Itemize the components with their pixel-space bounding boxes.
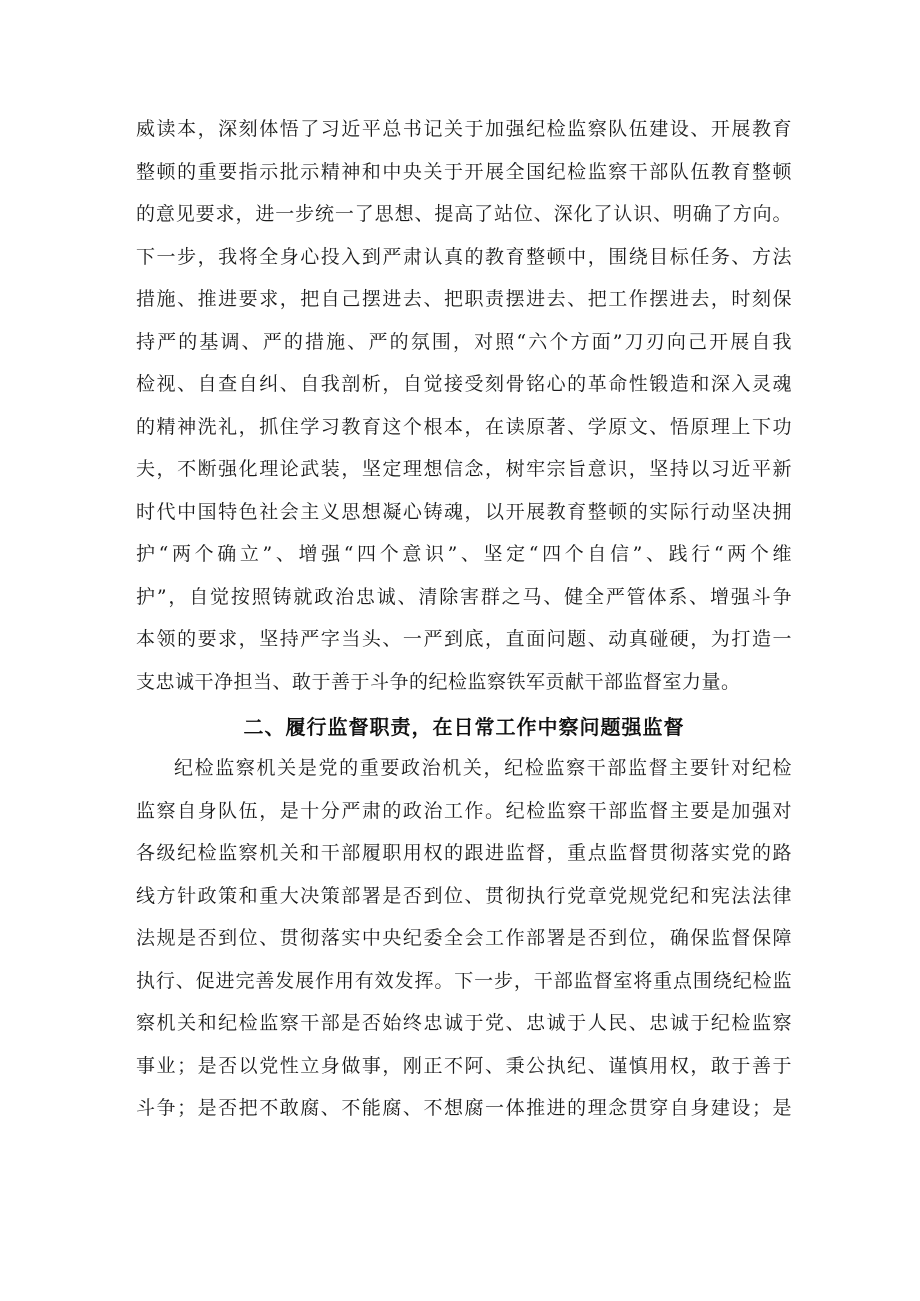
paragraph-1-line: 整顿的重要指示批示精神和中央关于开展全国纪检监察干部队伍教育整顿	[136, 160, 792, 183]
paragraph-1-line: 本领的要求，坚持严字当头、一严到底，直面问题、动真碰硬，为打造一	[136, 628, 792, 650]
paragraph-2-line: 察机关和纪检监察干部是否始终忠诚于党、忠诚于人民、忠诚于纪检监察	[136, 1012, 792, 1034]
paragraph-1-line: 护”，自觉按照铸就政治忠诚、清除害群之马、健全严管体系、增强斗争	[136, 585, 792, 608]
paragraph-1-line: 检视、自查自纠、自我剖析，自觉接受刻骨铭心的革命性锻造和深入灵魂	[136, 373, 792, 395]
paragraph-1-line: 下一步，我将全身心投入到严肃认真的教育整顿中，围绕目标任务、方法	[136, 245, 792, 268]
paragraph-1-line: 时代中国特色社会主义思想凝心铸魂，以开展教育整顿的实际行动坚决拥	[136, 500, 792, 523]
paragraph-1-line: 护“两个确立”、增强“四个意识”、坚定“四个自信”、践行“两个维	[136, 543, 792, 565]
paragraph-2-line: 事业；是否以党性立身做事，刚正不阿、秉公执纪、谨慎用权，敢于善于	[136, 1054, 792, 1077]
paragraph-2-line: 斗争；是否把不敢腐、不能腐、不想腐一体推进的理念贯穿自身建设；是	[136, 1097, 792, 1119]
paragraph-1-line: 的精神洗礼，抓住学习教育这个根本，在读原著、学原文、悟原理上下功	[136, 415, 792, 438]
paragraph-1-line: 威读本，深刻体悟了习近平总书记关于加强纪检监察队伍建设、开展教育	[136, 118, 792, 140]
section-heading: 二、履行监督职责，在日常工作中察问题强监督	[243, 715, 685, 739]
paragraph-2-line: 监察自身队伍，是十分严肃的政治工作。纪检监察干部监督主要是加强对	[136, 799, 792, 822]
paragraph-2-line: 纪检监察机关是党的重要政治机关，纪检监察干部监督主要针对纪检	[174, 757, 792, 779]
paragraph-2-line: 执行、促进完善发展作用有效发挥。下一步，干部监督室将重点围绕纪检监	[136, 969, 792, 992]
paragraph-1-line: 夫，不断强化理论武装，坚定理想信念，树牢宗旨意识，坚持以习近平新	[136, 458, 792, 480]
paragraph-1-line: 支忠诚干净担当、敢于善于斗争的纪检监察铁军贡献干部监督室力量。	[136, 670, 741, 693]
paragraph-2-line: 线方针政策和重大决策部署是否到位、贯彻执行党章党规党纪和宪法法律	[136, 884, 792, 907]
paragraph-1-line: 的意见要求，进一步统一了思想、提高了站位、深化了认识、明确了方向。	[136, 203, 792, 225]
paragraph-1-line: 持严的基调、严的措施、严的氛围，对照“六个方面”刀刃向己开展自我	[136, 330, 792, 353]
paragraph-2-line: 法规是否到位、贯彻落实中央纪委全会工作部署是否到位，确保监督保障	[136, 927, 792, 949]
paragraph-1-line: 措施、推进要求，把自己摆进去、把职责摆进去、把工作摆进去，时刻保	[136, 288, 792, 310]
paragraph-2-line: 各级纪检监察机关和干部履职用权的跟进监督，重点监督贯彻落实党的路	[136, 842, 792, 864]
